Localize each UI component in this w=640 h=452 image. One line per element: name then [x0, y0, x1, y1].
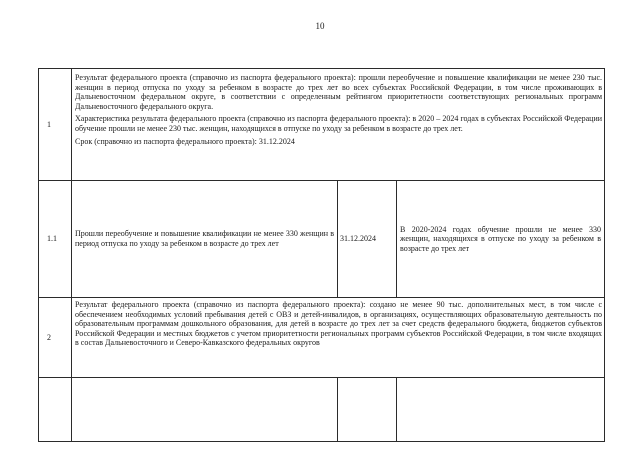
- federal-result-cell: [72, 69, 605, 181]
- table-row-empty: [39, 378, 605, 442]
- page-number: 10: [315, 21, 325, 31]
- characteristic-text: Характеристика результата федерального проекта (справочно из паспорта федерального проекта): в 2020 – 2024 годах в субъектах Российской Федерации обучение прошли не менее 230 тыс. женщин, находящихся в отпуске по уходу за ребенком в возрасте до трех лет.: [75, 114, 603, 133]
- empty-cell: [39, 378, 72, 442]
- row-number: 1.1: [39, 181, 72, 298]
- table-row-2: [39, 298, 605, 378]
- characteristic-cell: В 2020-2024 годах обучение прошли не менее 330 женщин, находящихся в отпуске по уходу за ребенком в возрасте до трех лет: [397, 181, 605, 298]
- row-number: 2: [39, 298, 72, 378]
- results-table: [38, 68, 605, 442]
- table-row-1: [39, 69, 605, 181]
- deadline-cell: 31.12.2024: [338, 181, 397, 298]
- result-name-cell: Прошли переобучение и повышение квалификации не менее 330 женщин в период отпуска по уходу за ребенком в возрасте до трех лет: [72, 181, 338, 298]
- result-text: Результат федерального проекта (справочно из паспорта федерального проекта): прошли переобучение и повышение квалификации не менее 230 тыс. женщин в период отпуска по уходу за ребенком в возрасте до трех лет во всех субъектах Российской Федерации, в том числе проживающих в Дальневосточном федеральном округе, в соответствии с определенным рейтингом приоритетности соответствующих региональных программ Дальневосточного федерального округа.: [75, 73, 603, 111]
- empty-cell: [397, 378, 605, 442]
- table-row-1-1: [39, 181, 605, 298]
- row-number: 1: [39, 69, 72, 181]
- empty-cell: [72, 378, 338, 442]
- empty-cell: [338, 378, 397, 442]
- result-text: Результат федерального проекта (справочно из паспорта федерального проекта): создано не менее 90 тыс. дополнительных мест, в том числе с обеспечением необходимых условий пребывания детей с ОВЗ и детей-инвалидов, в организациях, осуществляющих образовательную деятельность по образовательным программам дошкольного образования, для детей в возрасте до трех лет за счет средств федерального бюджета, бюджетов субъектов Российской Федерации и местных бюджетов с учетом приоритетности региональных программ субъектов Российской Федерации, в том числе входящих в состав Дальневосточного и Северо-Кавказского федеральных округов: [75, 300, 603, 348]
- deadline-text: Срок (справочно из паспорта федерального проекта): 31.12.2024: [75, 136, 295, 146]
- federal-result-cell: [72, 298, 605, 378]
